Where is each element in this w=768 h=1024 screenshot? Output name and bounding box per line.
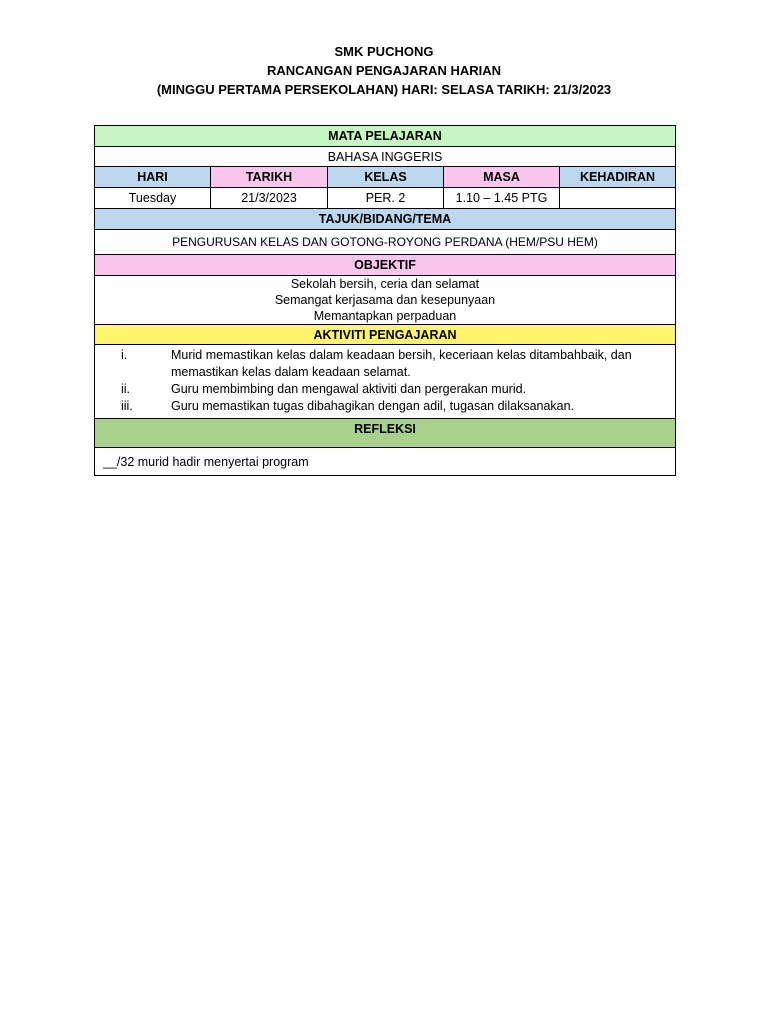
topic-value: PENGURUSAN KELAS DAN GOTONG-ROYONG PERDANA (HEM/PSU HEM) bbox=[95, 230, 676, 255]
header-kehadiran: KEHADIRAN bbox=[560, 167, 676, 188]
objective-item: Semangat kerjasama dan kesepunyaan bbox=[274, 293, 496, 307]
activity-item bbox=[95, 398, 675, 415]
activities-heading: AKTIVITI PENGAJARAN bbox=[95, 325, 676, 345]
objective-item: Sekolah bersih, ceria dan selamat bbox=[290, 277, 480, 291]
objective-list bbox=[95, 276, 676, 325]
lesson-plan-table bbox=[94, 125, 676, 476]
subject-value: BAHASA INGGERIS bbox=[95, 147, 676, 167]
header-masa: MASA bbox=[444, 167, 560, 188]
topic-heading: TAJUK/BIDANG/TEMA bbox=[95, 209, 676, 230]
activity-item bbox=[95, 381, 675, 398]
objective-item: Memantapkan perpaduan bbox=[313, 309, 457, 323]
header-kelas: KELAS bbox=[328, 167, 444, 188]
activities-list bbox=[95, 345, 675, 418]
activity-item bbox=[95, 347, 675, 381]
header-hari: HARI bbox=[95, 167, 211, 188]
value-kehadiran bbox=[560, 188, 676, 209]
document-subtitle: (MINGGU PERTAMA PERSEKOLAHAN) HARI: SELASA TARIKH: 21/3/2023 bbox=[156, 82, 612, 97]
document-title: RANCANGAN PENGAJARAN HARIAN bbox=[266, 63, 501, 78]
reflection-value: __/32 murid hadir menyertai program bbox=[95, 448, 676, 476]
activities-cell bbox=[95, 345, 676, 419]
objective-heading: OBJEKTIF bbox=[95, 255, 676, 276]
document-header bbox=[0, 0, 768, 99]
value-tarikh: 21/3/2023 bbox=[211, 188, 328, 209]
activity-text: Murid memastikan kelas dalam keadaan bersih, keceriaan kelas ditambahbaik, dan memastikan kelas dalam keadaan selamat. bbox=[171, 348, 632, 379]
reflection-heading: REFLEKSI bbox=[95, 419, 676, 448]
value-kelas: PER. 2 bbox=[328, 188, 444, 209]
activity-number: ii. bbox=[121, 382, 131, 396]
activity-number: iii. bbox=[121, 399, 133, 413]
info-header-row bbox=[95, 167, 676, 188]
info-value-row bbox=[95, 188, 676, 209]
value-hari: Tuesday bbox=[95, 188, 211, 209]
subject-heading: MATA PELAJARAN bbox=[95, 126, 676, 147]
school-name: SMK PUCHONG bbox=[334, 44, 434, 59]
activity-text: Guru membimbing dan mengawal aktiviti dan pergerakan murid. bbox=[171, 382, 527, 396]
header-tarikh: TARIKH bbox=[211, 167, 328, 188]
activity-number: i. bbox=[121, 348, 128, 362]
activity-text: Guru memastikan tugas dibahagikan dengan adil, tugasan dilaksanakan. bbox=[171, 399, 575, 413]
value-masa: 1.10 – 1.45 PTG bbox=[444, 188, 560, 209]
